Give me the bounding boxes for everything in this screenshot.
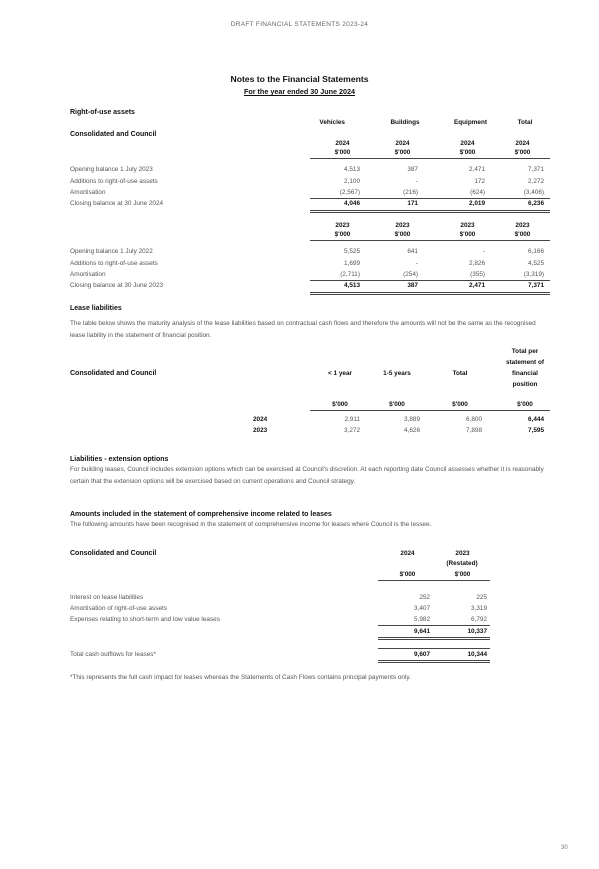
rou-heading: Right-of-use assets <box>70 109 135 116</box>
rou23-total-rule <box>310 292 550 295</box>
rou23-total-value: 7,371 <box>528 282 544 289</box>
amounts-subtotal-rule <box>378 625 490 626</box>
rou24-value: 2,100 <box>344 178 360 185</box>
rou24-total-value: 2,019 <box>469 200 485 207</box>
rou23-row-label: Amortisation <box>70 271 106 278</box>
rou24-value: 7,371 <box>528 166 544 173</box>
rou23-value: - <box>415 260 418 267</box>
rou23-value: 2,826 <box>469 260 485 267</box>
rou24-value: (624) <box>470 189 485 196</box>
rou24-header-rule <box>310 158 550 159</box>
rou23-unit-1: $'000 <box>334 231 351 238</box>
amounts-header-rule <box>378 580 490 581</box>
rou23-value: (3,319) <box>523 271 544 278</box>
lease-header-rule <box>310 410 550 411</box>
amounts-col-2023: 2023 <box>455 550 470 557</box>
rou23-year-3: 2023 <box>460 222 475 229</box>
lease-value: 3,272 <box>344 427 360 434</box>
cash-outflows-2023: 10,344 <box>467 651 487 658</box>
amounts-total-rule <box>378 637 490 640</box>
rou24-subtotal-rule <box>310 198 550 199</box>
rou24-value: - <box>415 178 418 185</box>
rou24-total-value: 171 <box>407 200 418 207</box>
lease-value: 2,911 <box>344 416 360 423</box>
rou24-row-label: Opening balance 1 July 2023 <box>70 166 153 173</box>
rou-col-total: Total <box>517 119 533 126</box>
rou-col-equipment: Equipment <box>453 119 488 126</box>
rou23-unit-3: $'000 <box>459 231 476 238</box>
rou24-row-label: Amortisation <box>70 189 106 196</box>
rou-entity: Consolidated and Council <box>70 131 157 138</box>
rou23-header-rule <box>310 240 550 241</box>
amounts-entity: Consolidated and Council <box>70 550 157 557</box>
page-number: 30 <box>561 845 568 851</box>
lease-value: 3,889 <box>404 416 420 423</box>
rou23-value: (2,711) <box>340 271 360 278</box>
rou-col-buildings: Buildings <box>390 119 420 126</box>
footnote: *This represents the full cash impact for leases whereas the Statements of Cash Flows contains principal payments only. <box>70 674 411 681</box>
rou24-row-label: Closing balance at 30 June 2024 <box>70 200 164 207</box>
amounts-intro: The following amounts have been recognised in the statement of comprehensive income for leases where Council is the lessee. <box>70 521 432 528</box>
cash-outflows-label: Total cash outflows for leases* <box>70 651 156 658</box>
extension-heading: Liabilities - extension options <box>70 456 169 463</box>
rou24-unit-1: $'000 <box>334 149 351 156</box>
amounts-value-2023: 3,319 <box>471 605 487 612</box>
amounts-row-label: Amortisation of right-of-use assets <box>70 605 167 612</box>
lease-unit-2: $'000 <box>389 401 405 408</box>
rou23-row-label: Closing balance at 30 June 2023 <box>70 282 164 289</box>
lease-col-1to5: 1-5 years <box>383 370 411 377</box>
rou23-total-value: 2,471 <box>469 282 485 289</box>
amounts-value-2023: 6,792 <box>471 616 487 623</box>
amounts-value-2024: 5,982 <box>414 616 430 623</box>
amounts-value-2023: 225 <box>476 594 487 601</box>
rou23-subtotal-rule <box>310 280 550 281</box>
amounts-value-2024: 3,407 <box>414 605 430 612</box>
lease-value: 7,898 <box>466 427 482 434</box>
rou24-unit-4: $'000 <box>514 149 531 156</box>
lease-value: 7,595 <box>528 427 544 434</box>
cash-top-rule <box>378 648 490 649</box>
rou23-unit-4: $'000 <box>514 231 531 238</box>
rou23-value: 6,166 <box>528 248 544 255</box>
amounts-unit-2023: $'000 <box>454 571 471 578</box>
lease-col-total: Total <box>452 370 468 377</box>
lease-heading: Lease liabilities <box>70 305 122 312</box>
lease-unit-1: $'000 <box>332 401 348 408</box>
rou24-unit-2: $'000 <box>394 149 411 156</box>
rou23-value: - <box>482 248 485 255</box>
rou23-year-4: 2023 <box>515 222 530 229</box>
page-title: Notes to the Financial Statements <box>230 74 369 84</box>
rou24-unit-3: $'000 <box>459 149 476 156</box>
rou24-year-4: 2024 <box>515 140 530 147</box>
lease-value: 6,800 <box>466 416 482 423</box>
amounts-total-2024: 9,641 <box>414 628 430 635</box>
lease-row-year: 2024 <box>253 416 268 423</box>
rou24-row-label: Additions to right-of-use assets <box>70 178 158 185</box>
extension-paragraph: For building leases, Council includes extension options which can be exercised at Council's discretion. At each reporting date Council assesses whether it is reasonably certain that the extension options will be exercised based on current operations and Council strategy. <box>70 466 544 485</box>
rou24-year-3: 2024 <box>460 140 475 147</box>
rou23-unit-2: $'000 <box>394 231 411 238</box>
lease-paragraph: The table below shows the maturity analysis of the lease liabilities based on contractual cash flows and therefore the amounts will not be the same as the recognised lease liability in the statement of financial position. <box>70 320 536 339</box>
rou24-value: (216) <box>403 189 418 196</box>
lease-row-year: 2023 <box>253 427 268 434</box>
rou23-year-1: 2023 <box>335 222 350 229</box>
rou24-total-value: 6,236 <box>528 200 544 207</box>
amounts-restated: (Restated) <box>446 560 478 567</box>
draft-banner: DRAFT FINANCIAL STATEMENTS 2023-24 <box>230 21 369 28</box>
rou24-value: 387 <box>407 166 418 173</box>
rou24-value: 4,513 <box>344 166 360 173</box>
amounts-row-label: Interest on lease liabilities <box>70 594 144 601</box>
rou24-value: 2,272 <box>528 178 544 185</box>
lease-col-total-per-sfp: Total per statement of financial position <box>506 348 544 388</box>
amounts-heading: Amounts included in the statement of comprehensive income related to leases <box>70 511 332 518</box>
amounts-total-2023: 10,337 <box>467 628 487 635</box>
page-subtitle: For the year ended 30 June 2024 <box>243 87 356 96</box>
rou24-year-2: 2024 <box>395 140 410 147</box>
rou24-value: 172 <box>474 178 485 185</box>
rou23-year-2: 2023 <box>395 222 410 229</box>
amounts-unit-2024: $'000 <box>399 571 416 578</box>
rou24-total-rule <box>310 210 550 213</box>
amounts-value-2024: 252 <box>419 594 430 601</box>
rou24-total-value: 4,046 <box>344 200 360 207</box>
rou24-value: (2,567) <box>339 189 360 196</box>
rou23-total-value: 4,513 <box>344 282 360 289</box>
amounts-row-label: Expenses relating to short-term and low value leases <box>70 616 220 623</box>
amounts-col-2024: 2024 <box>400 550 415 557</box>
lease-unit-4: $'000 <box>517 401 533 408</box>
rou24-value: 2,471 <box>469 166 485 173</box>
cash-outflows-2024: 9,607 <box>414 651 430 658</box>
rou24-year-1: 2024 <box>335 140 350 147</box>
rou-col-vehicles: Vehicles <box>319 119 345 126</box>
rou23-row-label: Opening balance 1 July 2022 <box>70 248 153 255</box>
rou23-row-label: Additions to right-of-use assets <box>70 260 158 267</box>
rou23-value: (254) <box>403 271 418 278</box>
cash-total-rule <box>378 660 490 663</box>
lease-col-lt1: < 1 year <box>328 370 352 377</box>
rou23-value: 4,525 <box>528 260 544 267</box>
lease-value: 6,444 <box>528 416 544 423</box>
rou23-value: (355) <box>470 271 485 278</box>
rou24-value: (3,406) <box>523 189 544 196</box>
rou23-total-value: 387 <box>407 282 418 289</box>
rou23-value: 5,525 <box>344 248 360 255</box>
lease-entity: Consolidated and Council <box>70 370 157 377</box>
lease-unit-3: $'000 <box>452 401 468 408</box>
lease-value: 4,626 <box>404 427 420 434</box>
rou23-value: 1,699 <box>344 260 360 267</box>
rou23-value: 641 <box>407 248 418 255</box>
